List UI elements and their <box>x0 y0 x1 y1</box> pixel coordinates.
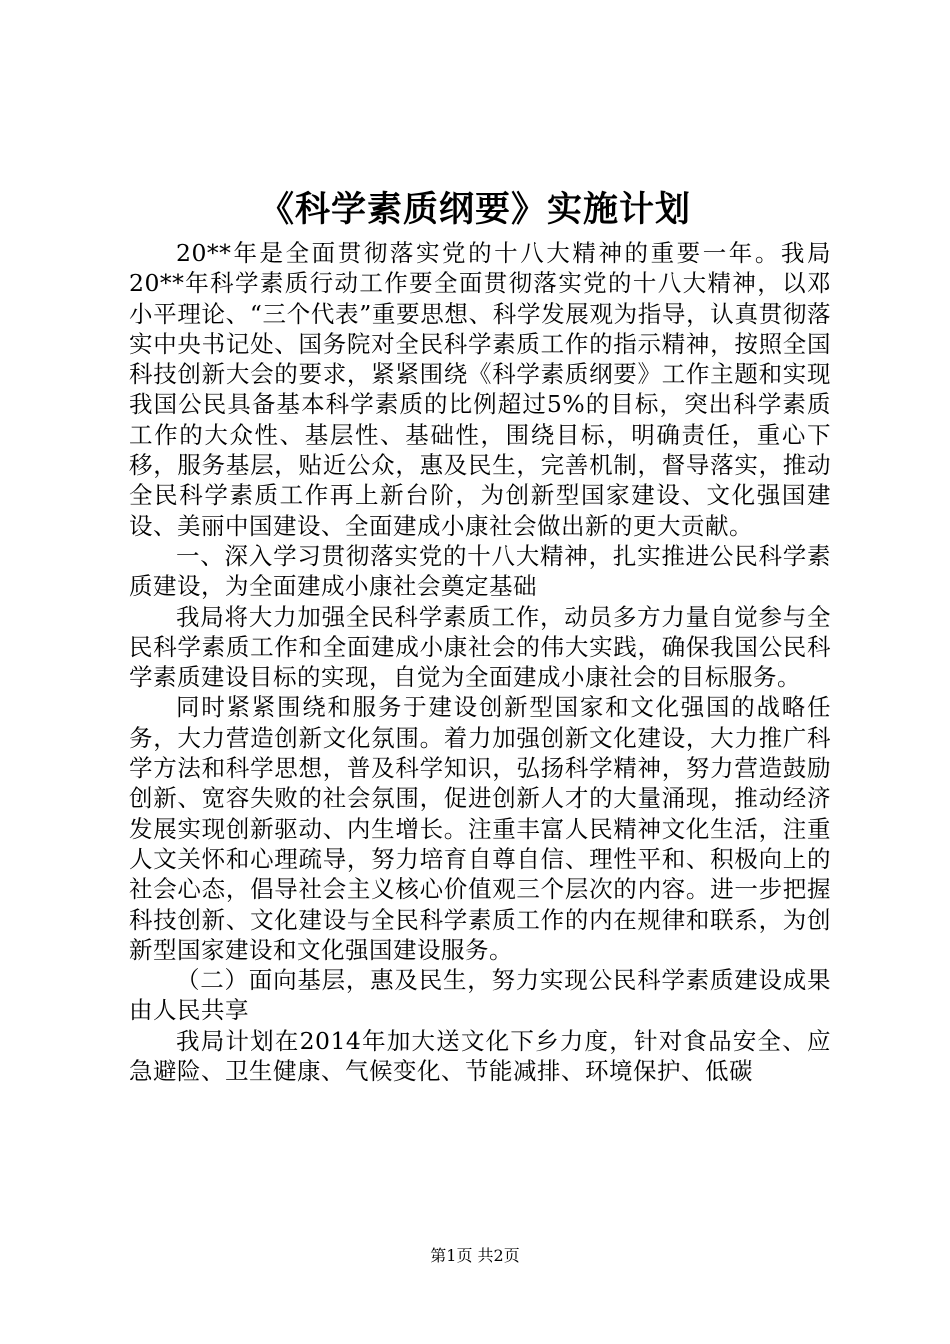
paragraph: 我局计划在2014年加大送文化下乡力度，针对食品安全、应急避险、卫生健康、气候变化、节能减排、环境保护、低碳 <box>129 1026 831 1086</box>
document-title: 《科学素质纲要》实施计划 <box>258 189 691 230</box>
section-heading-2: （二）面向基层，惠及民生，努力实现公民科学素质建设成果由人民共享 <box>129 966 831 1025</box>
page-footer <box>0 1246 950 1266</box>
page-indicator: 第1页 共2页 <box>430 1246 520 1265</box>
paragraph: 同时紧紧围绕和服务于建设创新型国家和文化强国的战略任务，大力营造创新文化氛围。着力加强创新文化建设，大力推广科学方法和科学思想，普及科学知识，弘扬科学精神，努力营造鼓励创新、宽容失败的社会氛围，促进创新人才的大量涌现，推动经济发展实现创新驱动、内生增长。注重丰富人民精神文化生活，注重人文关怀和心理疏导，努力培育自尊自信、理性平和、积极向上的社会心态，倡导社会主义核心价值观三个层次的内容。进一步把握科技创新、文化建设与全民科学素质工作的内在规律和联系，为创新型国家建设和文化强国建设服务。 <box>129 693 831 964</box>
paragraph: 我局将大力加强全民科学素质工作，动员多方力量自觉参与全民科学素质工作和全面建成小康社会的伟大实践，确保我国公民科学素质建设目标的实现，自觉为全面建成小康社会的目标服务。 <box>129 602 831 692</box>
section-heading-1: 一、深入学习贯彻落实党的十八大精神，扎实推进公民科学素质建设，为全面建成小康社会奠定基础 <box>129 541 831 601</box>
document-body <box>129 238 831 1086</box>
paragraph-intro: 20**年是全面贯彻落实党的十八大精神的重要一年。我局20**年科学素质行动工作要全面贯彻落实党的十八大精神，以邓小平理论、“三个代表”重要思想、科学发展观为指导，认真贯彻落实中央书记处、国务院对全民科学素质工作的指示精神，按照全国科技创新大会的要求，紧紧围绕《科学素质纲要》工作主题和实现我国公民具备基本科学素质的比例超过5%的目标，突出科学素质工作的大众性、基层性、基础性，围绕目标，明确责任，重心下移，服务基层，贴近公众，惠及民生，完善机制，督导落实，推动全民科学素质工作再上新台阶，为创新型国家建设、文化强国建设、美丽中国建设、全面建成小康社会做出新的更大贡献。 <box>129 239 831 540</box>
